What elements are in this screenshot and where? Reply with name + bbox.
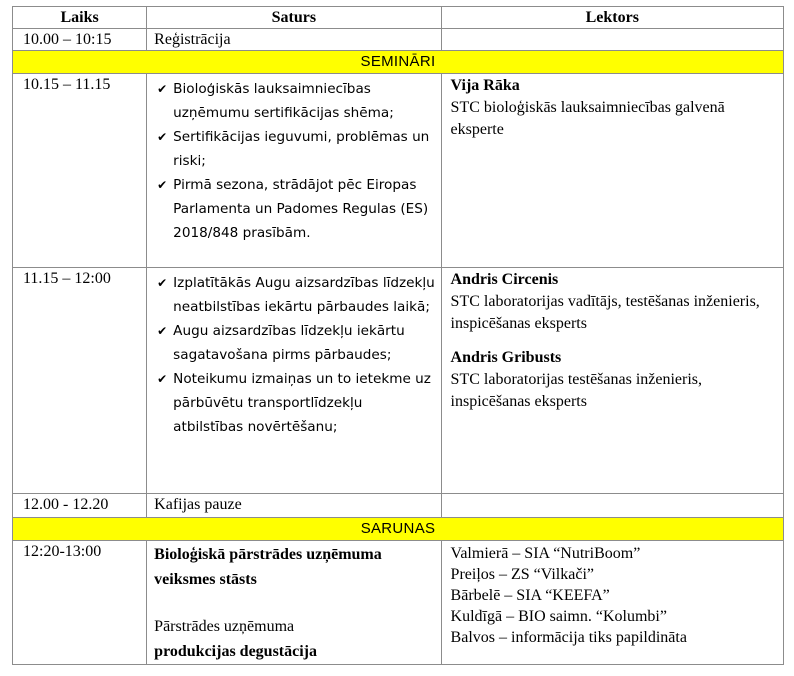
session-row-2 (13, 268, 784, 494)
agenda-table (12, 6, 784, 665)
session2-time: 11.15 – 12:00 (13, 268, 147, 494)
session1-content (147, 74, 441, 268)
section-row-talks (13, 518, 784, 541)
header-time: Laiks (13, 7, 147, 29)
session2-topic-list (147, 268, 440, 439)
check-icon: ✔ (157, 276, 168, 290)
talks-content (147, 541, 441, 665)
check-icon: ✔ (157, 178, 168, 192)
check-icon: ✔ (157, 130, 168, 144)
list-item: ✔ Sertifikācijas ieguvumi, problēmas un riski; (157, 125, 436, 173)
speaker-name: Andris Circenis (450, 271, 559, 288)
list-item: Valmierā – SIA “NutriBoom” (450, 545, 641, 562)
session2-content (147, 268, 441, 494)
list-item: Balvos – informācija tiks papildināta (450, 629, 687, 646)
talks-time: 12:20-13:00 (13, 541, 147, 665)
session1-topic-list (147, 74, 440, 245)
section-title-talks: SARUNAS (13, 518, 784, 541)
talks-title: Bioloģiskā pārstrādes uzņēmuma veiksmes stāsts (154, 546, 382, 588)
coffee-time: 12.00 - 12.20 (13, 494, 147, 518)
list-item: Bārbelē – SIA “KEEFA” (450, 587, 610, 604)
talks-locations (441, 541, 783, 665)
list-item: ✔ Pirmā sezona, strādājot pēc Eiropas Parlamenta un Padomes Regulas (ES) 2018/848 prasībām. (157, 173, 436, 245)
session1-speaker (441, 74, 783, 268)
speaker-role: STC laboratorijas testēšanas inženieris, inspicēšanas eksperts (450, 371, 703, 410)
list-item: ✔ Bioloģiskās lauksaimniecības uzņēmumu sertifikācijas shēma; (157, 77, 436, 125)
registration-time: 10.00 – 10:15 (13, 29, 147, 51)
header-speaker: Lektors (441, 7, 783, 29)
section-row-seminars (13, 51, 784, 74)
registration-speaker (441, 29, 783, 51)
registration-row (13, 29, 784, 51)
list-item: ✔ Augu aizsardzības līdzekļu iekārtu sagatavošana pirms pārbaudes; (157, 319, 436, 367)
session2-speakers (441, 268, 783, 494)
coffee-row (13, 494, 784, 518)
tasting-title: produkcijas degustācija (154, 643, 318, 660)
registration-label: Reģistrācija (147, 29, 441, 51)
check-icon: ✔ (157, 372, 168, 386)
speaker-name: Vija Rāka (450, 77, 520, 94)
list-item: ✔ Noteikumu izmaiņas un to ietekme uz pārbūvētu transportlīdzekļu atbilstības novērtēšanu; (157, 367, 436, 439)
speaker-role: STC bioloģiskās lauksaimniecības galvenā eksperte (450, 99, 725, 138)
tasting-prefix: Pārstrādes uzņēmuma (154, 618, 295, 635)
coffee-speaker (441, 494, 783, 518)
list-item: Preiļos – ZS “Vilkači” (450, 566, 594, 583)
coffee-label: Kafijas pauze (147, 494, 441, 518)
header-content: Saturs (147, 7, 441, 29)
check-icon: ✔ (157, 82, 168, 96)
speaker-name: Andris Gribusts (450, 349, 562, 366)
section-title-seminars: SEMINĀRI (13, 51, 784, 74)
session1-time: 10.15 – 11.15 (13, 74, 147, 268)
talks-row (13, 541, 784, 665)
check-icon: ✔ (157, 324, 168, 338)
speaker-role: STC laboratorijas vadītājs, testēšanas inženieris, inspicēšanas eksperts (450, 293, 760, 332)
session-row-1 (13, 74, 784, 268)
list-item: ✔ Izplatītākās Augu aizsardzības līdzekļu neatbilstības iekārtu pārbaudes laikā; (157, 271, 436, 319)
list-item: Kuldīgā – BIO saimn. “Kolumbi” (450, 608, 667, 625)
header-row (13, 7, 784, 29)
